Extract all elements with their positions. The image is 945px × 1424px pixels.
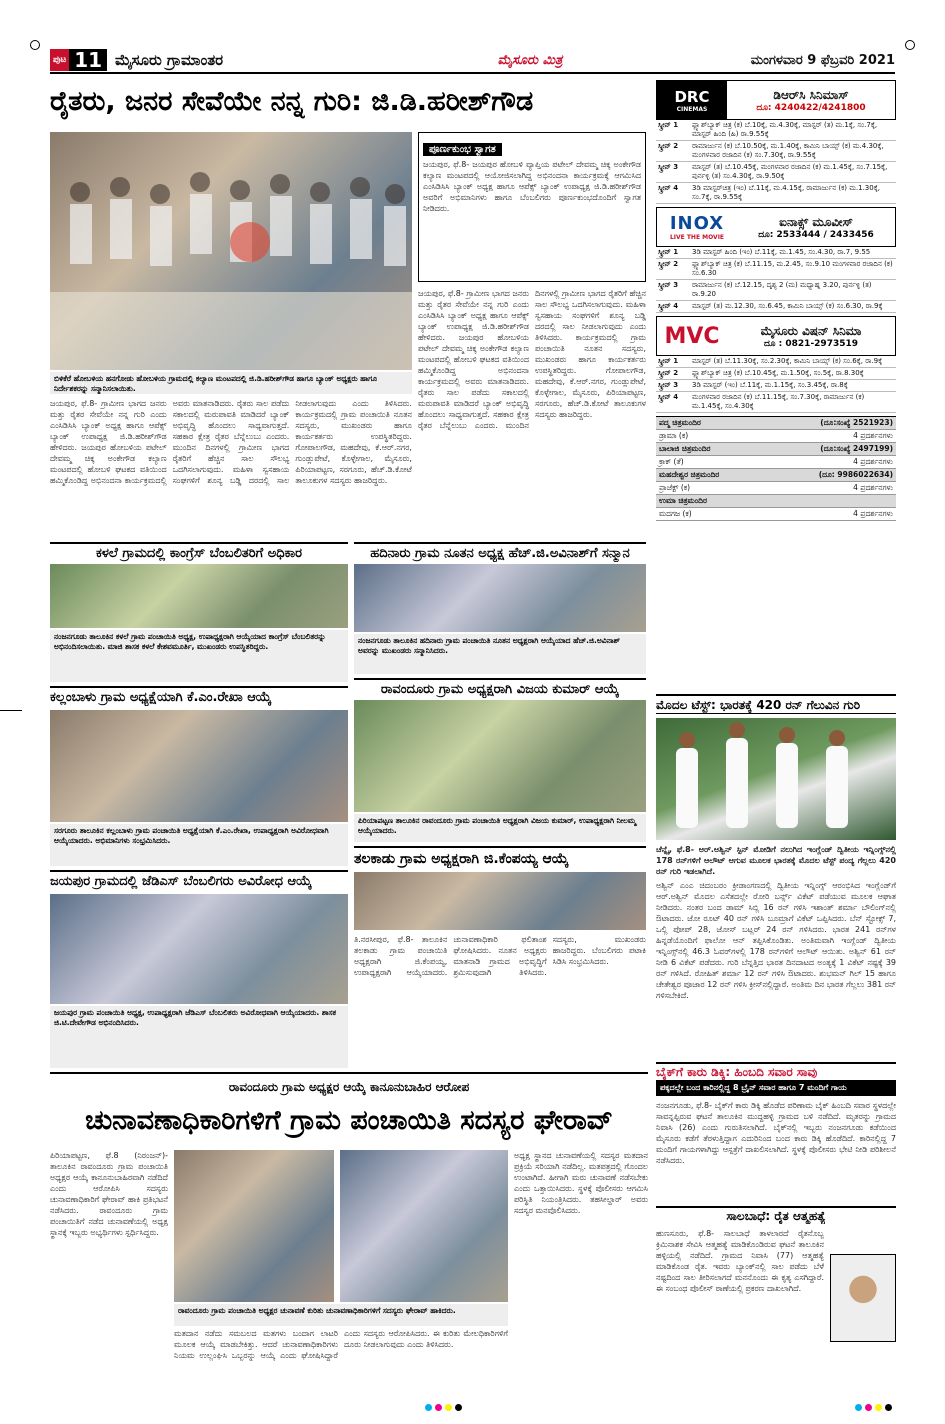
screen-label: ಸ್ಕ್ರೀನ್ 1: [656, 247, 690, 259]
inox-header: [656, 207, 896, 247]
theater-info: 4 ಪ್ರದರ್ಶನಗಳು: [853, 509, 893, 518]
farmer-headline-box: [656, 1206, 896, 1224]
page-number: 11: [69, 49, 107, 71]
theater-row: [656, 482, 896, 495]
cyan-dot: [425, 1404, 432, 1411]
bottom-body-col3: ಅಧ್ಯಕ್ಷ ಸ್ಥಾನದ ಚುನಾವಣೆಯಲ್ಲಿ ಸದಸ್ಯರ ಮತದಾನ ಪ್ರಕ್ರಿಯೆ ಸರಿಯಾಗಿ ನಡೆದಿಲ್ಲ. ಮತಪತ್ರದಲ್ಲಿ ಗೊಂದಲ ಉಂಟಾಗಿದೆ. ಹೀಗಾಗಿ ಮರು ಚುನಾವಣೆ ನಡೆಸಬೇಕು ಎಂದು ಒತ್ತಾಯಿಸಿದರು. ಸ್ಥಳಕ್ಕೆ ಪೊಲೀಸರು ಆಗಮಿಸಿ ಪರಿಸ್ಥಿತಿ ನಿಯಂತ್ರಿಸಿದರು. ತಹಸೀಲ್ದಾರ್ ಅವರು ಸದಸ್ಯರ ಮನವೊಲಿಸಿದರು.: [514, 1151, 648, 1215]
theater-row: [656, 469, 896, 482]
welcome-box-text: ಜಯಪುರ, ಫೆ.8- ಜಯಪುರ ಹೋಬಳಿ ವ್ಯಾಪ್ತಿಯ ಪಟೇಲ್ ದೇವಮ್ಮ ಚಿಕ್ಕ ಅಂಕೇಗೌಡ ಕಲ್ಯಾಣ ಮಂಟಪದಲ್ಲಿ ಆಯೋಜಿಸಲಾಗಿದ್ದ ಅಭಿನಂದನಾ ಕಾರ್ಯಕ್ರಮಕ್ಕೆ ಆಗಮಿಸಿದ ಎಂಸಿಡಿಸಿಸಿ ಬ್ಯಾಂಕ್ ಅಧ್ಯಕ್ಷ ಹಾಗೂ ಆಪೆಕ್ಸ್ ಬ್ಯಾಂಕ್ ಉಪಾಧ್ಯಕ್ಷ ಜಿ.ಡಿ.ಹರೀಶ್‌ಗೌಡ ಅವರಿಗೆ ಅಭಿಮಾನಿಗಳು ಹಾಗೂ ಬೆಂಬಲಿಗರು ಪೂರ್ಣಕುಂಭದೊಂದಿಗೆ ಸ್ವಾಗತ ನೀಡಿದರು.: [423, 160, 641, 213]
kallambalu-headline: ಕಲ್ಲಂಬಾಳು ಗ್ರಾಮ ಅಧ್ಯಕ್ಷೆಯಾಗಿ ಕೆ.ಎಂ.ರೇಖಾ ಆಯ್ಕೆ: [50, 686, 348, 706]
theater-name: ಬಾಲಾಜಿ ಚಿತ್ರಮಂದಿರ: [659, 444, 711, 453]
showtimes: ಮಾಸ್ಟರ್ (ತ) ಬೆ.10.45ಕ್ಕೆ, ಮಂಗಳವಾರ ರಜಾದಿನ (ಕ) ಮ.1.45ಕ್ಕೆ, ಸಂ.7.15ಕ್ಕೆ, ಪುರ್ನಳ್ಳಿ (ತ) ಸಂ.4.30ಕ್ಕೆ, ರಾ.9.50ಕ್ಕೆ: [690, 162, 896, 183]
bottom-body-col2: ಮತದಾನ ನಡೆದು ಸಮಬಲದ ಮತಗಳು ಬಂದಾಗ ಲಾಟರಿ ಮೂಲಕ ಆಯ್ಕೆ ಮಾಡಬೇಕಿತ್ತು. ಆದರೆ ಚುನಾವಣಾಧಿಕಾರಿಗಳು ನಿಯಮ ಉಲ್ಲಂಘಿಸಿ ಒಬ್ಬರನ್ನು ಆಯ್ಕೆ ಎಂದು ಘೋಷಿಸಿದ್ದಾರೆ ಎಂದು ಸದಸ್ಯರು ಆರೋಪಿಸಿದರು. ಈ ಕುರಿತು ಮೇಲಧಿಕಾರಿಗಳಿಗೆ ದೂರು ನೀಡಲಾಗುವುದು ಎಂದು ತಿಳಿಸಿದರು.: [174, 1329, 508, 1360]
farmer-body: ಹುಣಸೂರು, ಫೆ.8- ಸಾಲಬಾಧೆ ತಾಳಲಾರದೆ ರೈತನೊಬ್ಬ ಕ್ರಿಮಿನಾಶಕ ಸೇವಿಸಿ ಆತ್ಮಹತ್ಯೆ ಮಾಡಿಕೊಂಡಿರುವ ಘಟನೆ ತಾಲೂಕಿನ ಹಳ್ಳಿಯಲ್ಲಿ ನಡೆದಿದೆ. ಗ್ರಾಮದ ನಿವಾಸಿ (77) ಆತ್ಮಹತ್ಯೆ ಮಾಡಿಕೊಂಡ ರೈತ. ಇವರು ಬ್ಯಾಂಕ್‌ನಲ್ಲಿ ಸಾಲ ಪಡೆದು ಬೆಳೆ ನಷ್ಟದಿಂದ ಸಾಲ ತೀರಿಸಲಾಗದೆ ಮನನೊಂದು ಈ ಕೃತ್ಯ ಎಸಗಿದ್ದಾರೆ. ಈ ಸಂಬಂಧ ಪೊಲೀಸ್ ಠಾಣೆಯಲ್ಲಿ ಪ್ರಕರಣ ದಾಖಲಾಗಿದೆ.: [656, 1229, 824, 1293]
bottom-body-col1: ಪಿರಿಯಾಪಟ್ಟಣ, ಫೆ.8 (ನಿರಂಜನ್)- ತಾಲೂಕಿನ ರಾವಂದೂರು ಗ್ರಾಮ ಪಂಚಾಯಿತಿ ಅಧ್ಯಕ್ಷರ ಆಯ್ಕೆ ಕಾನೂನುಬಾಹಿರವಾಗಿ ನಡೆದಿದೆ ಎಂದು ಆರೋಪಿಸಿ ಸದಸ್ಯರು ಚುನಾವಣಾಧಿಕಾರಿಗೆ ಘೇರಾವ್ ಹಾಕಿ ಪ್ರತಿಭಟನೆ ನಡೆಸಿದರು. ರಾವಂದೂರು ಗ್ರಾಮ ಪಂಚಾಯಿತಿಗೆ ನಡೆದ ಚುನಾವಣೆಯಲ್ಲಿ ಅಧ್ಯಕ್ಷ ಸ್ಥಾನಕ್ಕೆ ಇಬ್ಬರು ಅಭ್ಯರ್ಥಿಗಳು ಸ್ಪರ್ಧಿಸಿದ್ದರು.: [50, 1151, 168, 1237]
jayapura-photo: [50, 894, 348, 1004]
inox-row: [656, 301, 896, 313]
bottom-headline: ಚುನಾವಣಾಧಿಕಾರಿಗಳಿಗೆ ಗ್ರಾಮ ಪಂಚಾಯಿತಿ ಸದಸ್ಯರ ಘೇರಾವ್: [85, 1105, 613, 1136]
accident-subhead: ಪಕ್ಕದಲ್ಲೇ ಬಂದ ಕಾರಿನಲ್ಲಿದ್ದ 8 ಬ್ರೈನ್ ಸವಾರ ಹಾಗೂ 7 ಮಂದಿಗೆ ಗಾಯ: [656, 1080, 896, 1096]
mvc-logo: MVC: [664, 323, 720, 349]
bottom-photo-1: [174, 1150, 334, 1302]
inox-row: [656, 247, 896, 259]
kallambalu-caption: ಸರಗೂರು ತಾಲೂಕಿನ ಕಲ್ಲಂಬಾಳು ಗ್ರಾಮ ಪಂಚಾಯಿತಿ ಅಧ್ಯಕ್ಷೆಯಾಗಿ ಕೆ.ಎಂ.ರೇಖಾ, ಉಪಾಧ್ಯಕ್ಷರಾಗಿ ಅವಿರೋಧವಾಗಿ ಆಯ್ಕೆಯಾದರು. ಅಭಿಮಾನಿಗಳು ಸಂಭ್ರಮಿಸಿದರು.: [50, 824, 348, 866]
screen-label: ಸ್ಕ್ರೀನ್ 2: [656, 141, 690, 162]
accident-body: ನಂಜನಗೂಡು, ಫೆ.8- ಬೈಕ್‌ಗೆ ಕಾರು ಡಿಕ್ಕಿ ಹೊಡೆದ ಪರಿಣಾಮ ಬೈಕ್ ಹಿಂಬದಿ ಸವಾರ ಸ್ಥಳದಲ್ಲೇ ಸಾವನ್ನಪ್ಪಿರುವ ಘಟನೆ ತಾಲೂಕಿನ ಮುದ್ದಹಳ್ಳಿ ಗ್ರಾಮದ ಬಳಿ ನಡೆದಿದೆ. ಮೃತರನ್ನು ಗ್ರಾಮದ ನಿವಾಸಿ (26) ಎಂದು ಗುರುತಿಸಲಾಗಿದೆ. ಬೈಕ್‌ನಲ್ಲಿ ಇಬ್ಬರು ನಂಜನಗೂಡು ಕಡೆಯಿಂದ ಮೈಸೂರು ಕಡೆಗೆ ತೆರಳುತ್ತಿದ್ದಾಗ ಎದುರಿನಿಂದ ಬಂದ ಕಾರು ಡಿಕ್ಕಿ ಹೊಡೆದಿದೆ. ಕಾರಿನಲ್ಲಿದ್ದ 7 ಮಂದಿಗೆ ಗಾಯಗಳಾಗಿದ್ದು ಆಸ್ಪತ್ರೆಗೆ ದಾಖಲಿಸಲಾಗಿದೆ. ಸ್ಥಳಕ್ಕೆ ಪೊಲೀಸರು ಭೇಟಿ ನೀಡಿ ಪರಿಶೀಲನೆ ನಡೆಸಿದರು.: [656, 1101, 896, 1165]
showtimes: ಫ್ಲ್ಯಾಶ್‌ಬ್ಯಾಕ್ ಚಿತ್ರ (ಕ) ಬೆ.10.45ಕ್ಕೆ, ಮ.1.50ಕ್ಕೆ, ಸಂ.5ಕ್ಕೆ, ರಾ.8.30ಕ್ಕೆ: [690, 368, 896, 380]
drc-phone: ದೂ: 4240422/4241800: [756, 102, 866, 113]
theater-row: [656, 417, 896, 430]
screen-label: ಸ್ಕ್ರೀನ್ 1: [656, 356, 690, 368]
theater-name: ಪದ್ಮ ಚಿತ್ರಮಂದಿರ: [659, 418, 701, 427]
theater-row: [656, 508, 896, 521]
theater-name: ಉಮಾ ಚಿತ್ರಮಂದಿರ: [659, 496, 707, 505]
screen-label: ಸ್ಕ್ರೀನ್ 1: [656, 120, 690, 141]
theater-info: 4 ಪ್ರದರ್ಶನಗಳು: [853, 457, 893, 466]
screen-label: ಸ್ಕ್ರೀನ್ 4: [656, 301, 690, 313]
lead-headline: ರೈತರು, ಜನರ ಸೇವೆಯೇ ನನ್ನ ಗುರಿ: ಜಿ.ಡಿ.ಹರೀಶ್‌ಗೌಡ: [50, 86, 534, 117]
theater-info: (ದೂ: 9986022634): [818, 470, 893, 479]
hadinaru-headline: ಹದಿನಾರು ಗ್ರಾಮ ನೂತನ ಅಧ್ಯಕ್ಷ ಹೆಚ್.ಜಿ.ಅವಿನಾಶ್‌ಗೆ ಸನ್ಮಾನ: [354, 542, 646, 562]
accident-headline: ಬೈಕ್‌ಗೆ ಕಾರು ಡಿಕ್ಕಿ: ಹಿಂಬದಿ ಸವಾರ ಸಾವು: [656, 1065, 818, 1079]
page-label: ಪುಟ: [50, 49, 69, 71]
showtimes: ಫ್ಲ್ಯಾಶ್‌ಬ್ಯಾಕ್ ಚಿತ್ರ (ಕ) ಬೆ.10ಕ್ಕೆ, ಮ.4.30ಕ್ಕೆ, ಮಾಸ್ಟರ್ (ತ) ಮ.1ಕ್ಕೆ, ಸಂ.7ಕ್ಕೆ, ಮಾಸ್ಟರ್ ಹಿಂದಿ (ಹಿ) ರಾ.9.55ಕ್ಕೆ: [690, 120, 896, 141]
theater-row: [656, 456, 896, 469]
hadinaru-photo: [354, 564, 646, 632]
theater-info: 4 ಪ್ರದರ್ಶನಗಳು: [853, 483, 893, 492]
theater-list: [656, 416, 896, 521]
drc-name: ಡಿಆರ್‌ಸಿ ಸಿನಿಮಾಸ್ ದೂ: 4240422/4241800: [727, 88, 895, 113]
mvc-header: [656, 316, 896, 356]
theater-row: [656, 443, 896, 456]
drc-row: [656, 183, 896, 204]
section-title: ಮೈಸೂರು ಗ್ರಾಮಾಂತರ: [115, 51, 224, 69]
players-illustration: [656, 718, 896, 840]
bottom-photo-caption: ರಾವಂದೂರು ಗ್ರಾಮ ಪಂಚಾಯಿತಿ ಅಧ್ಯಕ್ಷರ ಚುನಾವಣೆ ಕುರಿತು ಚುನಾವಣಾಧಿಕಾರಿಗಳಿಗೆ ಸದಸ್ಯರು ಘೇರಾವ್ ಹಾಕಿದರು.: [174, 1304, 508, 1326]
registration-mark: [30, 40, 40, 50]
issue-date: ಮಂಗಳವಾರ 9 ಫೆಬ್ರವರಿ 2021: [750, 52, 895, 68]
paper-logo: ಮೈಸೂರು ಮಿತ್ರ: [497, 52, 563, 68]
hadinaru-caption: ನಂಜನಗೂಡು ತಾಲೂಕಿನ ಹದಿನಾರು ಗ್ರಾಮ ಪಂಚಾಯಿತಿ ನೂತನ ಅಧ್ಯಕ್ಷರಾಗಿ ಆಯ್ಕೆಯಾದ ಹೆಚ್.ಜಿ.ಅವಿನಾಶ್ ಅವರನ್ನು ಮುಖಂಡರು ಸನ್ಮಾನಿಸಿದರು.: [354, 634, 646, 674]
masthead: [50, 48, 895, 74]
drc-row: [656, 162, 896, 183]
kalale-headline: ಕಳಲೆ ಗ್ರಾಮದಲ್ಲಿ ಕಾಂಗ್ರೆಸ್ ಬೆಂಬಲಿತರಿಗೆ ಅಧಿಕಾರ: [50, 542, 348, 562]
screen-label: ಸ್ಕ್ರೀನ್ 2: [656, 259, 690, 280]
crowd-illustration: [50, 132, 412, 370]
theater-name: ಮಹದೇಶ್ವರ ಚಿತ್ರಮಂದಿರ: [659, 470, 720, 479]
showtimes: 3ಡಿ ಮಾಸ್ಟರ್‌ಚಿತ್ರ (ಇಂ) ಬೆ.11ಕ್ಕೆ, ಮ.4.15ಕ್ಕೆ, ರಾಮಾರ್ಜುನ (ಕ) ಮ.1.30ಕ್ಕೆ, ಸಂ.7ಕ್ಕೆ, ರಾ.9.55ಕ್ಕೆ: [690, 183, 896, 204]
bottom-photo-2: [340, 1150, 508, 1302]
showtimes: 3ಡಿ ಮಾಸ್ಟರ್ ಹಿಂದಿ (ಇಂ) ಬೆ.11ಕ್ಕೆ, ಮ.1.45, ಸಂ.4.30, ರಾ.7, 9.55: [690, 247, 896, 259]
yellow-dot: [445, 1404, 452, 1411]
kalale-caption: ನಂಜನಗೂಡು ತಾಲೂಕಿನ ಕಳಲೆ ಗ್ರಾಮ ಪಂಚಾಯಿತಿ ಅಧ್ಯಕ್ಷ, ಉಪಾಧ್ಯಕ್ಷರಾಗಿ ಆಯ್ಕೆಯಾದ ಕಾಂಗ್ರೆಸ್ ಬೆಂಬಲಿತರನ್ನು ಅಭಿನಂದಿಸಲಾಯಿತು. ಮಾಜಿ ಶಾಸಕ ಕಳಲೆ ಕೇಶವಮೂರ್ತಿ, ಮುಖಂಡರು ಉಪಸ್ಥಿತರಿದ್ದರು.: [50, 630, 348, 682]
drc-row: [656, 120, 896, 141]
ravandur-photo: [354, 700, 646, 812]
talakadu-body: ತಿ.ನರಸೀಪುರ, ಫೆ.8- ತಾಲೂಕಿನ ತಲಕಾಡು ಗ್ರಾಮ ಪಂಚಾಯಿತಿ ಅಧ್ಯಕ್ಷರಾಗಿ ಜಿ.ಕೆಂಪಯ್ಯ, ಉಪಾಧ್ಯಕ್ಷರಾಗಿ ಆಯ್ಕೆಯಾದರು. ಚುನಾವಣಾಧಿಕಾರಿ ಫಲಿತಾಂಶ ಘೋಷಿಸಿದರು. ನೂತನ ಅಧ್ಯಕ್ಷರು ಮಾತನಾಡಿ ಗ್ರಾಮದ ಅಭಿವೃದ್ಧಿಗೆ ಶ್ರಮಿಸುವುದಾಗಿ ತಿಳಿಸಿದರು. ಸದಸ್ಯರು, ಮುಖಂಡರು ಹಾಜರಿದ್ದರು. ಬೆಂಬಲಿಗರು ಪಟಾಕಿ ಸಿಡಿಸಿ ಸಂಭ್ರಮಿಸಿದರು.: [354, 935, 646, 977]
welcome-box: [418, 132, 646, 282]
theater-row: [656, 430, 896, 443]
crop-mark: [0, 710, 22, 711]
screen-label: ಸ್ಕ್ರೀನ್ 4: [656, 183, 690, 204]
theater-name: ಡ್ರಾಮಾ (ಕ): [659, 431, 689, 440]
cricket-body: ಅಶ್ವಿನ್ ಎಂಎ ಚಿದಂಬರಂ ಕ್ರೀಡಾಂಗಣದಲ್ಲಿ ದ್ವಿತೀಯ ಇನ್ನಿಂಗ್ಸ್ ಆರಂಭಿಸಿದ ಇಂಗ್ಲೆಂಡ್‌ಗೆ ಆರ್.ಅಶ್ವಿನ್ ಮೊದಲ ಎಸೆತದಲ್ಲೇ ರೋರಿ ಬರ್ನ್ಸ್ ವಿಕೆಟ್ ಪಡೆಯುವ ಮೂಲಕ ಆಘಾತ ನೀಡಿದರು. ನಂತರ ಬಂದ ಡಾಮ್ ಸಿಬ್ಲಿ 16 ರನ್ ಗಳಿಸಿ ಇಶಾಂತ್ ಶರ್ಮಾ ಬೌಲಿಂಗ್‌ನಲ್ಲಿ ಔಟಾದರು. ಜೋ ರೂಟ್ 40 ರನ್ ಗಳಿಸಿ ಬೂಮ್ರಾಗೆ ವಿಕೆಟ್ ಒಪ್ಪಿಸಿದರು. ಬೆನ್ ಸ್ಟೋಕ್ಸ್ 7, ಒಲ್ಲಿ ಪೋಪ್ 28, ಜೋಸ್ ಬಟ್ಲರ್ 24 ರನ್ ಗಳಿಸಿದರು. ಭಾರತ 241 ರನ್‌ಗಳ ಹಿನ್ನಡೆಯೊಂದಿಗೆ ಫಾಲೋ ಆನ್ ತಪ್ಪಿಸಿಕೊಂಡಿತು. ಅಂತಿಮವಾಗಿ ಇಂಗ್ಲೆಂಡ್ ದ್ವಿತೀಯ ಇನ್ನಿಂಗ್ಸ್‌ನಲ್ಲಿ 46.3 ಓವರ್‌ಗಳಲ್ಲಿ 178 ರನ್‌ಗಳಿಗೆ ಆಲೌಟ್ ಆಯಿತು. ಅಶ್ವಿನ್ 61 ರನ್ ನೀಡಿ 6 ವಿಕೆಟ್ ಪಡೆದರು. ಗುರಿ ಬೆನ್ನತ್ತಿದ ಭಾರತ ದಿನದಾಟದ ಅಂತ್ಯಕ್ಕೆ 1 ವಿಕೆಟ್ ನಷ್ಟಕ್ಕೆ 39 ರನ್ ಗಳಿಸಿದೆ. ರೋಹಿತ್ ಶರ್ಮಾ 12 ರನ್ ಗಳಿಸಿ ಔಟಾದರು. ಶುಭಮನ್ ಗಿಲ್ 15 ಹಾಗೂ ಚೇತೇಶ್ವರ ಪೂಜಾರ 12 ರನ್ ಗಳಿಸಿ ಕ್ರೀಸ್‌ನಲ್ಲಿದ್ದಾರೆ. ಅಂತಿಮ ದಿನ ಭಾರತ ಗೆಲ್ಲಲು 381 ರನ್ ಗಳಿಸಬೇಕಿದೆ.: [656, 881, 896, 1000]
bottom-kicker: ರಾವಂದೂರು ಗ್ರಾಮ ಅಧ್ಯಕ್ಷರ ಆಯ್ಕೆ ಕಾನೂನುಬಾಹಿರ ಆರೋಪ: [228, 1080, 470, 1094]
cricket-headline: ಮೊದಲ ಟೆಸ್ಟ್: ಭಾರತಕ್ಕೆ 420 ರನ್ ಗೆಲುವಿನ ಗುರಿ: [656, 698, 861, 712]
section-divider: [50, 1072, 648, 1074]
theater-info: (ದೂ:ಸಂಖ್ಯೆ 2497199): [820, 444, 893, 453]
jayapura-caption: ಜಯಪುರ ಗ್ರಾಮ ಪಂಚಾಯಿತಿ ಅಧ್ಯಕ್ಷ, ಉಪಾಧ್ಯಕ್ಷರಾಗಿ ಜೆಡಿಎಸ್ ಬೆಂಬಲಿತರು ಅವಿರೋಧವಾಗಿ ಆಯ್ಕೆಯಾದರು. ಶಾಸಕ ಜಿ.ಟಿ.ದೇವೇಗೌಡ ಅಭಿನಂದಿಸಿದರು.: [50, 1006, 348, 1068]
mvc-schedule: [656, 356, 896, 413]
mvc-name: ಮೈಸೂರು ವಿಷನ್ ಸಿನಿಮಾ ದೂ : 0821-2973519: [727, 324, 895, 349]
mvc-row: [656, 356, 896, 368]
cricket-caption: ಚೆನ್ನೈ, ಫೆ.8- ಆರ್.ಅಶ್ವಿನ್ ಸ್ಪಿನ್ ಮೋಡಿಗೆ ನಲುಗಿದ ಇಂಗ್ಲೆಂಡ್ ದ್ವಿತೀಯ ಇನ್ನಿಂಗ್ಸ್‌ನಲ್ಲಿ 178 ರನ್‌ಗಳಿಗೆ ಆಲೌಟ್ ಆಗುವ ಮೂಲಕ ಭಾರತಕ್ಕೆ ಮೊದಲ ಟೆಸ್ಟ್ ಪಂದ್ಯ ಗೆಲ್ಲಲು 420 ರನ್ ಗುರಿ ಇಡಲಾಗಿದೆ.: [656, 845, 896, 876]
ravandur-headline: ರಾವಂದೂರು ಗ್ರಾಮ ಅಧ್ಯಕ್ಷರಾಗಿ ವಿಜಯ ಕುಮಾರ್ ಆಯ್ಕೆ: [354, 678, 646, 698]
kallambalu-photo: [50, 710, 348, 822]
talakadu-headline: ತಲಕಾಡು ಗ್ರಾಮ ಅಧ್ಯಕ್ಷರಾಗಿ ಜಿ.ಕೆಂಪಯ್ಯ ಆಯ್ಕೆ: [354, 846, 646, 868]
color-registration-dots: [855, 1404, 892, 1411]
theater-name: ಕ್ರಾಕ್ (ತೆ): [659, 457, 684, 466]
mvc-row: [656, 368, 896, 380]
lead-body-right: ಜಯಪುರ, ಫೆ.8- ಗ್ರಾಮೀಣ ಭಾಗದ ಜನರು ಮತ್ತು ರೈತರ ಸೇವೆಯೇ ನನ್ನ ಗುರಿ ಎಂದು ಎಂಸಿಡಿಸಿಸಿ ಬ್ಯಾಂಕ್ ಅಧ್ಯಕ್ಷ ಹಾಗೂ ಆಪೆಕ್ಸ್ ಬ್ಯಾಂಕ್ ಉಪಾಧ್ಯಕ್ಷ ಜಿ.ಡಿ.ಹರೀಶ್‌ಗೌಡ ಹೇಳಿದರು. ಜಯಪುರ ಹೋಬಳಿಯ ಪಟೇಲ್ ದೇವಮ್ಮ ಚಿಕ್ಕ ಅಂಕೇಗೌಡ ಕಲ್ಯಾಣ ಮಂಟಪದಲ್ಲಿ ಹೋಬಳಿ ಘಟಕದ ವತಿಯಿಂದ ಹಮ್ಮಿಕೊಂಡಿದ್ದ ಅಭಿನಂದನಾ ಕಾರ್ಯಕ್ರಮದಲ್ಲಿ ಅವರು ಮಾತನಾಡಿದರು. ರೈತರು ಸಾಲ ಪಡೆದು ಸಕಾಲದಲ್ಲಿ ಮರುಪಾವತಿ ಮಾಡಿದರೆ ಬ್ಯಾಂಕ್ ಅಭಿವೃದ್ಧಿ ಹೊಂದಲು ಸಾಧ್ಯವಾಗುತ್ತದೆ. ಸಹಕಾರ ಕ್ಷೇತ್ರ ರೈತರ ಬೆನ್ನೆಲುಬು ಎಂದರು. ಮುಂದಿನ ದಿನಗಳಲ್ಲಿ ಗ್ರಾಮೀಣ ಭಾಗದ ರೈತರಿಗೆ ಹೆಚ್ಚಿನ ಸಾಲ ಸೌಲಭ್ಯ ಒದಗಿಸಲಾಗುವುದು. ಮಹಿಳಾ ಸ್ವಸಹಾಯ ಸಂಘಗಳಿಗೆ ಶೂನ್ಯ ಬಡ್ಡಿ ದರದಲ್ಲಿ ಸಾಲ ನೀಡಲಾಗುವುದು ಎಂದು ತಿಳಿಸಿದರು. ಕಾರ್ಯಕ್ರಮದಲ್ಲಿ ಗ್ರಾಮ ಪಂಚಾಯಿತಿ ನೂತನ ಸದಸ್ಯರು, ಮುಖಂಡರು ಹಾಗೂ ಕಾರ್ಯಕರ್ತರು ಉಪಸ್ಥಿತರಿದ್ದರು. ಗೋಪಾಲಗೌಡ, ಮಹದೇವು, ಕೆ.ಆರ್.ನಗರ, ಗುಂಡ್ಲುಪೇಟೆ, ಕೊಳ್ಳೇಗಾಲ, ಮೈಸೂರು, ಪಿರಿಯಾಪಟ್ಟಣ, ಸರಗೂರು, ಹೆಚ್.ಡಿ.ಕೋಟೆ ತಾಲೂಕುಗಳ ಸದಸ್ಯರು ಹಾಜರಿದ್ದರು.: [418, 289, 646, 430]
showtimes: ಮಾಸ್ಟರ್ (ತ) ಬೆ.11.30ಕ್ಕೆ, ಸಂ.2.30ಕ್ಕೆ, ಕಾಮಿನಿ ಬಾಯ್ಸ್ (ಕ) ಸಂ.6ಕ್ಕೆ, ರಾ.9ಕ್ಕೆ: [690, 356, 896, 368]
inox-logo: INOX LIVE THE MOVIE: [669, 213, 725, 241]
registration-mark: [905, 40, 915, 50]
mvc-phone: ದೂ : 0821-2973519: [763, 338, 859, 349]
color-registration-dots: [425, 1404, 462, 1411]
screen-label: ಸ್ಕ್ರೀನ್ 3: [656, 280, 690, 301]
inox-row: [656, 280, 896, 301]
drc-header: [656, 80, 896, 120]
farmer-headline: ಸಾಲಬಾಧೆ: ರೈತ ಆತ್ಮಹತ್ಯೆ: [726, 1209, 826, 1223]
inox-row: [656, 259, 896, 280]
mvc-row: [656, 392, 896, 413]
theater-name: ಮದಗಜ (ಕ): [659, 509, 692, 518]
lead-body-left: ಜಯಪುರ, ಫೆ.8- ಗ್ರಾಮೀಣ ಭಾಗದ ಜನರು ಮತ್ತು ರೈತರ ಸೇವೆಯೇ ನನ್ನ ಗುರಿ ಎಂದು ಎಂಸಿಡಿಸಿಸಿ ಬ್ಯಾಂಕ್ ಅಧ್ಯಕ್ಷ ಹಾಗೂ ಆಪೆಕ್ಸ್ ಬ್ಯಾಂಕ್ ಉಪಾಧ್ಯಕ್ಷ ಜಿ.ಡಿ.ಹರೀಶ್‌ಗೌಡ ಹೇಳಿದರು. ಜಯಪುರ ಹೋಬಳಿಯ ಪಟೇಲ್ ದೇವಮ್ಮ ಚಿಕ್ಕ ಅಂಕೇಗೌಡ ಕಲ್ಯಾಣ ಮಂಟಪದಲ್ಲಿ ಹೋಬಳಿ ಘಟಕದ ವತಿಯಿಂದ ಹಮ್ಮಿಕೊಂಡಿದ್ದ ಅಭಿನಂದನಾ ಕಾರ್ಯಕ್ರಮದಲ್ಲಿ ಅವರು ಮಾತನಾಡಿದರು. ರೈತರು ಸಾಲ ಪಡೆದು ಸಕಾಲದಲ್ಲಿ ಮರುಪಾವತಿ ಮಾಡಿದರೆ ಬ್ಯಾಂಕ್ ಅಭಿವೃದ್ಧಿ ಹೊಂದಲು ಸಾಧ್ಯವಾಗುತ್ತದೆ. ಸಹಕಾರ ಕ್ಷೇತ್ರ ರೈತರ ಬೆನ್ನೆಲುಬು ಎಂದರು. ಮುಂದಿನ ದಿನಗಳಲ್ಲಿ ಗ್ರಾಮೀಣ ಭಾಗದ ರೈತರಿಗೆ ಹೆಚ್ಚಿನ ಸಾಲ ಸೌಲಭ್ಯ ಒದಗಿಸಲಾಗುವುದು. ಮಹಿಳಾ ಸ್ವಸಹಾಯ ಸಂಘಗಳಿಗೆ ಶೂನ್ಯ ಬಡ್ಡಿ ದರದಲ್ಲಿ ಸಾಲ ನೀಡಲಾಗುವುದು ಎಂದು ತಿಳಿಸಿದರು. ಕಾರ್ಯಕ್ರಮದಲ್ಲಿ ಗ್ರಾಮ ಪಂಚಾಯಿತಿ ನೂತನ ಸದಸ್ಯರು, ಮುಖಂಡರು ಹಾಗೂ ಕಾರ್ಯಕರ್ತರು ಉಪಸ್ಥಿತರಿದ್ದರು. ಗೋಪಾಲಗೌಡ, ಮಹದೇವು, ಕೆ.ಆರ್.ನಗರ, ಗುಂಡ್ಲುಪೇಟೆ, ಕೊಳ್ಳೇಗಾಲ, ಮೈಸೂರು, ಪಿರಿಯಾಪಟ್ಟಣ, ಸರಗೂರು, ಹೆಚ್.ಡಿ.ಕೋಟೆ ತಾಲೂಕುಗಳ ಸದಸ್ಯರು ಹಾಜರಿದ್ದರು.: [50, 399, 412, 485]
screen-label: ಸ್ಕ್ರೀನ್ 2: [656, 368, 690, 380]
inox-name: ಐನಾಕ್ಸ್ ಮೂವೀಸ್ ದೂ: 2533444 / 2433456: [737, 215, 895, 240]
showtimes: 3ಡಿ ಮಾಸ್ಟರ್ (ಇಂ) ಬೆ.11ಕ್ಕೆ, ಮ.1.15ಕ್ಕೆ, ಸಂ.3.45ಕ್ಕೆ, ರಾ.8ಕ್ಕೆ: [690, 380, 896, 392]
screen-label: ಸ್ಕ್ರೀನ್ 3: [656, 162, 690, 183]
showtimes: ರಾಮಾರ್ಜುನ (ಕ) ಬೆ.10.50ಕ್ಕೆ, ಮ.1.40ಕ್ಕೆ, ಕಾಮಿನಿ ಬಾಯ್ಸ್ (ಕ) ಮ.4.30ಕ್ಕೆ, ಮಂಗಳವಾರ ರಜಾದಿನ (ಕ) ಸಂ.7.30ಕ್ಕೆ, ರಾ.9.55ಕ್ಕೆ: [690, 141, 896, 162]
showtimes: ಮಂಗಳವಾರ ರಜಾದಿನ (ಕ) ಬೆ.11.15ಕ್ಕೆ, ಸಂ.7.30ಕ್ಕೆ, ರಾಮಾರ್ಜುನ (ಕ) ಮ.1.45ಕ್ಕೆ, ಸಂ.4.30ಕ್ಕೆ: [690, 392, 896, 413]
theater-info: (ದೂ:ಸಂಖ್ಯೆ 2521923): [820, 418, 893, 427]
showtimes: ರಾಮಾರ್ಜುನ (ಕ) ಬೆ.12.15, ದೃಶ್ಯ 2 (ಮ) ಮಧ್ಯಾಹ್ನ 3.20, ಪುರ್ನಳ್ಳಿ (ತ) ರಾ.9.20: [690, 280, 896, 301]
welcome-box-title: ಪೂರ್ಣಕುಂಭ ಸ್ವಾಗತ: [423, 143, 502, 156]
inox-schedule: [656, 247, 896, 313]
theater-row: [656, 495, 896, 508]
screen-label: ಸ್ಕ್ರೀನ್ 3: [656, 380, 690, 392]
jayapura-headline: ಜಯಪುರ ಗ್ರಾಮದಲ್ಲಿ ಜೆಡಿಎಸ್ ಬೆಂಬಲಿಗರು ಅವಿರೋಧ ಆಯ್ಕೆ: [50, 870, 348, 890]
drc-schedule: [656, 120, 896, 204]
inox-phone: ದೂ: 2533444 / 2433456: [758, 229, 874, 240]
lead-photo: [50, 132, 412, 370]
screen-label: ಸ್ಕ್ರೀನ್ 4: [656, 392, 690, 413]
showtimes: ಫ್ಲ್ಯಾಶ್‌ಬ್ಯಾಕ್ ಚಿತ್ರ (ಕ) ಬೆ.11.15, ಮ.2.45, ಸಂ.9.10 ಮಂಗಳವಾರ ರಜಾದಿನ (ಕ) ಸಂ.6.30: [690, 259, 896, 280]
ravandur-caption: ಪಿರಿಯಾಪಟ್ಟಣ ತಾಲೂಕಿನ ರಾವಂದೂರು ಗ್ರಾಮ ಪಂಚಾಯಿತಿ ಅಧ್ಯಕ್ಷರಾಗಿ ವಿಜಯ ಕುಮಾರ್, ಉಪಾಧ್ಯಕ್ಷರಾಗಿ ನೀಲಮ್ಮ ಆಯ್ಕೆಯಾದರು.: [354, 814, 646, 842]
mvc-row: [656, 380, 896, 392]
theater-info: 4 ಪ್ರದರ್ಶನಗಳು: [853, 431, 893, 440]
magenta-dot: [435, 1404, 442, 1411]
cricket-photo: [656, 718, 896, 840]
theater-name: ಪ್ರಾಜೆಕ್ಟ್ (ಕ): [659, 483, 691, 492]
talakadu-photo: [354, 872, 646, 930]
farmer-photo: [830, 1254, 896, 1342]
kalale-photo: [50, 564, 348, 628]
black-dot: [455, 1404, 462, 1411]
showtimes: ಮಾಸ್ಟರ್ (ತ) ಮ.12.30, ಸಂ.6.45, ಕಾಮಿನಿ ಬಾಯ್ಸ್ (ಕ) ಸಂ.6.30, ರಾ.9ಕ್ಕೆ: [690, 301, 896, 313]
drc-row: [656, 141, 896, 162]
cricket-headline-box: [656, 694, 896, 714]
drc-logo: DRC CINEMAS: [657, 81, 727, 119]
lead-photo-caption: ಬಿಳಿಕೆರೆ ಹೋಬಳಿಯ ಹನಗೋಡು ಹೋಬಳಿಯ ಗ್ರಾಮದಲ್ಲಿ ಕಲ್ಯಾಣ ಮಂಟಪದಲ್ಲಿ ಜಿ.ಡಿ.ಹರೀಶ್‌ಗೌಡ ಹಾಗೂ ಬ್ಯಾಂಕ್ ಅಧ್ಯಕ್ಷರು ಹಾಗೂ ನಿರ್ದೇಶಕರನ್ನು ಸನ್ಮಾನಿಸಲಾಯಿತು.: [50, 372, 412, 394]
cinema-listings: [656, 80, 896, 690]
accident-headline-box: [656, 1062, 896, 1080]
